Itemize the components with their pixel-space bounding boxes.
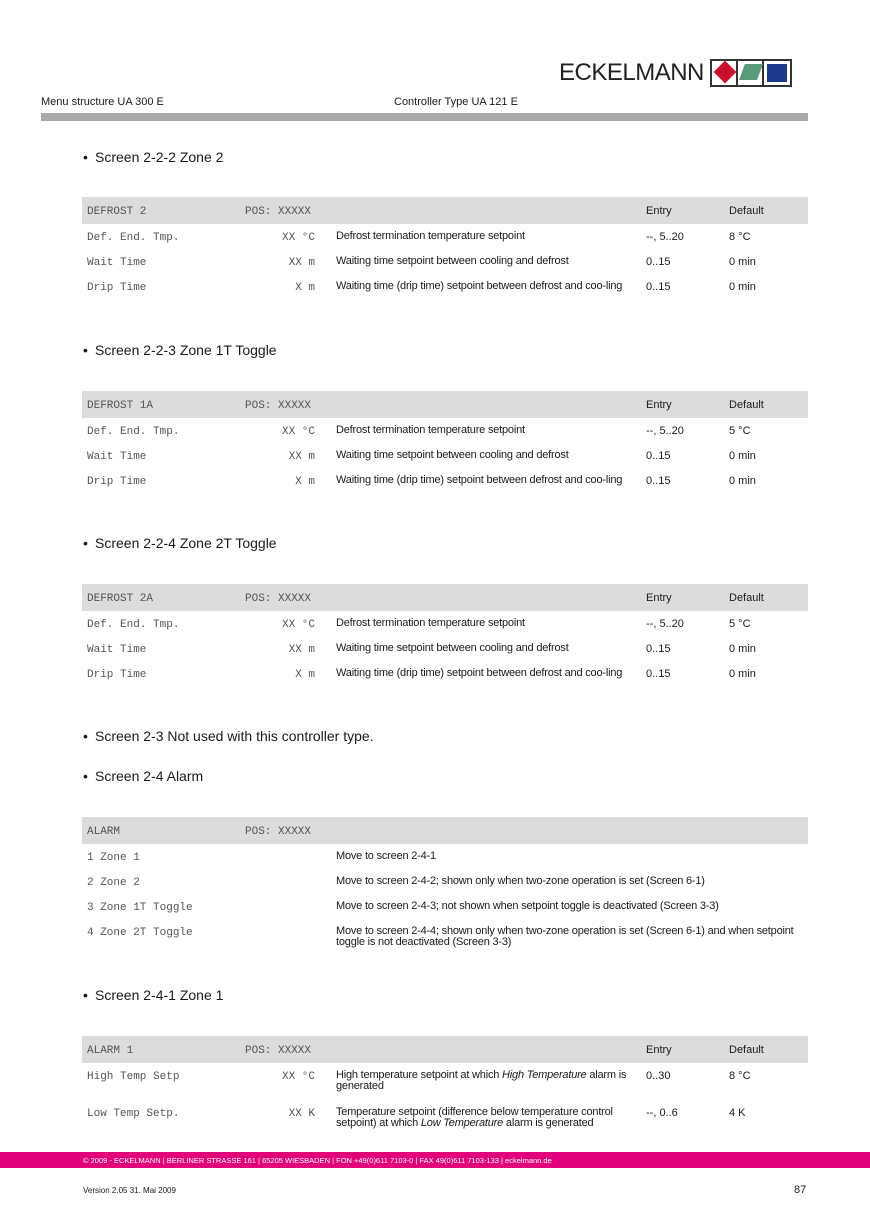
table-header <box>82 391 808 418</box>
menu-table <box>82 817 808 951</box>
param-entry: --, 5..20 <box>646 618 684 630</box>
param-description: Waiting time (drip time) setpoint between defrost and coo-ling <box>336 280 623 292</box>
eckelmann-logo <box>559 58 809 88</box>
screen-pos: POS: XXXXX <box>245 826 312 838</box>
param-name: Drip Time <box>87 282 147 294</box>
param-entry: 0..30 <box>646 1070 671 1082</box>
param-value: XX °C <box>281 619 315 631</box>
param-entry: 0..15 <box>646 256 671 268</box>
param-value: XX K <box>288 1108 315 1120</box>
section-title: Screen 2-4 Alarm <box>95 768 204 784</box>
param-value: X m <box>295 282 315 294</box>
table-row <box>82 443 808 468</box>
default-header: Default <box>729 1044 764 1056</box>
param-entry: --, 0..6 <box>646 1107 678 1119</box>
entry-header: Entry <box>646 1044 672 1056</box>
section-heading: • Screen 2-3 Not used with this controller type. <box>83 728 374 744</box>
table-row <box>82 869 808 894</box>
param-description: Waiting time setpoint between cooling and defrost <box>336 449 569 461</box>
param-default: 0 min <box>729 643 756 655</box>
param-table <box>82 584 808 693</box>
param-description: Waiting time (drip time) setpoint between defrost and coo-ling <box>336 474 623 486</box>
section-title: Screen 2-4-1 Zone 1 <box>95 987 224 1003</box>
footer-bar <box>0 1152 870 1168</box>
param-default: 8 °C <box>729 1070 751 1082</box>
entry-header: Entry <box>646 399 672 411</box>
section-heading: • Screen 2-4-1 Zone 1 <box>83 987 224 1003</box>
screen-name: DEFROST 1A <box>87 400 154 412</box>
param-default: 5 °C <box>729 425 751 437</box>
table-row <box>82 224 808 249</box>
param-default: 0 min <box>729 475 756 487</box>
param-table <box>82 391 808 500</box>
param-value: XX °C <box>281 1071 315 1083</box>
section-title: Screen 2-2-3 Zone 1T Toggle <box>95 342 277 358</box>
section-title: Screen 2-3 Not used with this controller type. <box>95 728 374 744</box>
param-value: XX m <box>288 644 315 656</box>
param-entry: 0..15 <box>646 643 671 655</box>
table-row <box>82 661 808 693</box>
table-header <box>82 1036 808 1063</box>
table-row <box>82 894 808 919</box>
default-header: Default <box>729 205 764 217</box>
screen-name: ALARM <box>87 826 121 838</box>
table-header <box>82 197 808 224</box>
table-header <box>82 817 808 844</box>
screen-pos: POS: XXXXX <box>245 400 312 412</box>
section-title: Screen 2-2-2 Zone 2 <box>95 149 224 165</box>
param-default: 0 min <box>729 450 756 462</box>
param-description: High temperature setpoint at which High Temperature alarm is generated <box>336 1069 627 1092</box>
param-default: 8 °C <box>729 231 751 243</box>
header-doc-title: Menu structure UA 300 E <box>41 96 164 108</box>
menu-item: 4 Zone 2T Toggle <box>87 927 193 939</box>
param-name: Drip Time <box>87 476 147 488</box>
param-description: Defrost termination temperature setpoint <box>336 230 525 242</box>
param-description: Temperature setpoint (difference below temperature control setpoint) at which Low Temperature alarm is generated <box>336 1106 613 1129</box>
table-row <box>82 611 808 636</box>
table-row <box>82 844 808 869</box>
logo-mark-icon <box>710 59 792 87</box>
entry-header: Entry <box>646 205 672 217</box>
param-description: Defrost termination temperature setpoint <box>336 617 525 629</box>
param-name: Wait Time <box>87 257 147 269</box>
param-value: XX °C <box>281 426 315 438</box>
table-row <box>82 249 808 274</box>
header-controller-type: Controller Type UA 121 E <box>394 96 518 108</box>
param-entry: 0..15 <box>646 668 671 680</box>
menu-item-description: Move to screen 2-4-2; shown only when two-zone operation is set (Screen 6-1) <box>336 875 705 887</box>
menu-item-description: Move to screen 2-4-4; shown only when two-zone operation is set (Screen 6-1) and when setpoint toggle is not deactivated (Screen 3-3) <box>336 925 794 948</box>
param-name: Def. End. Tmp. <box>87 619 180 631</box>
table-row <box>82 1100 808 1132</box>
default-header: Default <box>729 592 764 604</box>
param-value: XX m <box>288 451 315 463</box>
param-value: XX m <box>288 257 315 269</box>
screen-name: DEFROST 2 <box>87 206 147 218</box>
param-name: Drip Time <box>87 669 147 681</box>
param-name: High Temp Setp <box>87 1071 180 1083</box>
param-default: 5 °C <box>729 618 751 630</box>
screen-pos: POS: XXXXX <box>245 593 312 605</box>
param-name: Def. End. Tmp. <box>87 232 180 244</box>
screen-pos: POS: XXXXX <box>245 206 312 218</box>
param-default: 0 min <box>729 256 756 268</box>
section-heading: • Screen 2-2-3 Zone 1T Toggle <box>83 342 277 358</box>
table-header <box>82 584 808 611</box>
footer-contact: © 2009 - ECKELMANN | BERLINER STRASSE 161 | 65205 WIESBADEN | FON +49(0)611 7103-0 | FAX 49(0)611 7103-133 | eckelmann.de <box>83 1156 552 1165</box>
param-value: X m <box>295 476 315 488</box>
logo-text: ECKELMANN <box>559 59 704 86</box>
table-row <box>82 468 808 500</box>
table-row <box>82 1063 808 1100</box>
table-row <box>82 274 808 306</box>
table-row <box>82 636 808 661</box>
screen-name: DEFROST 2A <box>87 593 154 605</box>
version-date: Version 2.05 31. Mai 2009 <box>83 1186 176 1195</box>
param-entry: 0..15 <box>646 450 671 462</box>
section-heading: • Screen 2-4 Alarm <box>83 768 204 784</box>
table-row <box>82 418 808 443</box>
param-description: Waiting time (drip time) setpoint between defrost and coo-ling <box>336 667 623 679</box>
param-name: Low Temp Setp. <box>87 1108 180 1120</box>
param-default: 0 min <box>729 668 756 680</box>
section-heading: • Screen 2-2-2 Zone 2 <box>83 149 224 165</box>
entry-header: Entry <box>646 592 672 604</box>
param-default: 4 K <box>729 1107 746 1119</box>
section-title: Screen 2-2-4 Zone 2T Toggle <box>95 535 277 551</box>
param-description: Waiting time setpoint between cooling and defrost <box>336 642 569 654</box>
default-header: Default <box>729 399 764 411</box>
page-number: 87 <box>794 1184 807 1196</box>
menu-item: 2 Zone 2 <box>87 877 140 889</box>
param-table <box>82 197 808 306</box>
param-name: Def. End. Tmp. <box>87 426 180 438</box>
param-description: Waiting time setpoint between cooling and defrost <box>336 255 569 267</box>
param-value: X m <box>295 669 315 681</box>
param-name: Wait Time <box>87 451 147 463</box>
param-entry: 0..15 <box>646 475 671 487</box>
table-row <box>82 919 808 951</box>
screen-pos: POS: XXXXX <box>245 1045 312 1057</box>
param-name: Wait Time <box>87 644 147 656</box>
param-default: 0 min <box>729 281 756 293</box>
menu-item-description: Move to screen 2-4-1 <box>336 850 436 862</box>
param-entry: 0..15 <box>646 281 671 293</box>
menu-item-description: Move to screen 2-4-3; not shown when setpoint toggle is deactivated (Screen 3-3) <box>336 900 719 912</box>
param-entry: --, 5..20 <box>646 425 684 437</box>
param-entry: --, 5..20 <box>646 231 684 243</box>
param-table <box>82 1036 808 1132</box>
param-value: XX °C <box>281 232 315 244</box>
header-divider <box>41 113 808 121</box>
section-heading: • Screen 2-2-4 Zone 2T Toggle <box>83 535 277 551</box>
param-description: Defrost termination temperature setpoint <box>336 424 525 436</box>
menu-item: 1 Zone 1 <box>87 852 140 864</box>
menu-item: 3 Zone 1T Toggle <box>87 902 193 914</box>
screen-name: ALARM 1 <box>87 1045 134 1057</box>
